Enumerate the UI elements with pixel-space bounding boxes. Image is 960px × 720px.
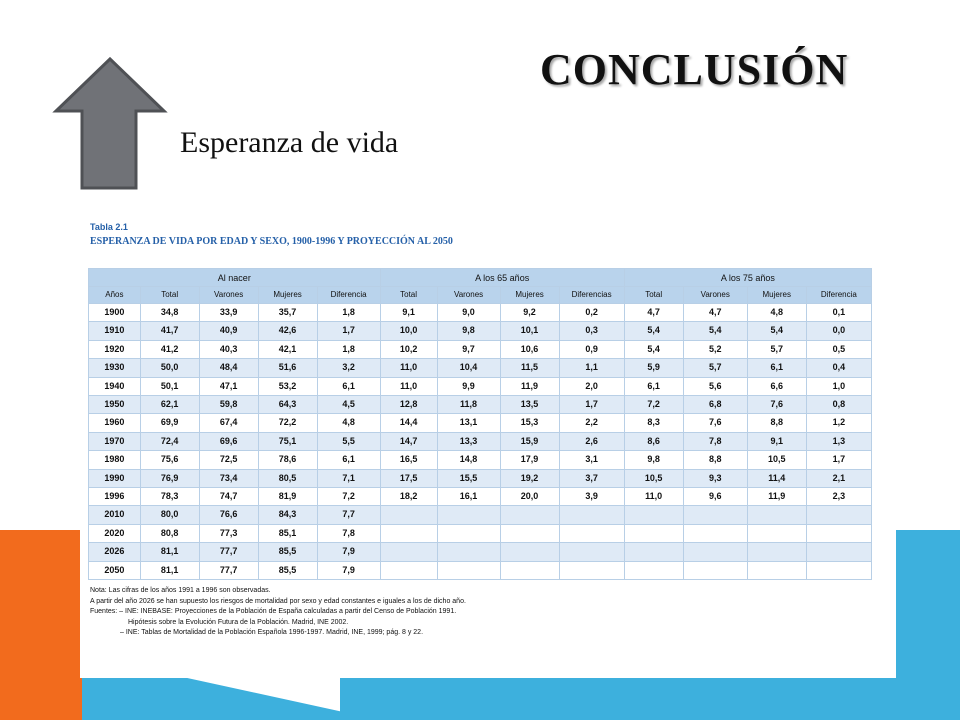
- value-cell: [806, 543, 871, 561]
- value-cell: 0,8: [806, 396, 871, 414]
- group-header-75: A los 75 años: [624, 269, 871, 287]
- table-title: ESPERANZA DE VIDA POR EDAD Y SEXO, 1900-1996 Y PROYECCIÓN AL 2050: [90, 236, 453, 247]
- note-line: Fuentes: – INE: INEBASE: Proyecciones de la Población de España calculadas a partir del Censo de Población 1991.: [90, 608, 457, 615]
- value-cell: [683, 561, 747, 579]
- value-cell: 16,5: [380, 451, 437, 469]
- value-cell: 1,3: [806, 432, 871, 450]
- note-line: Nota: Las cifras de los años 1991 a 1996 son observadas.: [90, 587, 271, 594]
- value-cell: 85,1: [258, 524, 317, 542]
- value-cell: [559, 524, 624, 542]
- value-cell: 76,9: [140, 469, 199, 487]
- value-cell: [806, 524, 871, 542]
- year-cell: 1900: [89, 304, 141, 322]
- value-cell: 7,7: [317, 506, 380, 524]
- value-cell: [747, 524, 806, 542]
- value-cell: 4,7: [683, 304, 747, 322]
- up-arrow-icon: [52, 56, 168, 192]
- value-cell: 81,1: [140, 543, 199, 561]
- value-cell: 6,1: [317, 451, 380, 469]
- table-row: [89, 506, 872, 524]
- year-cell: 1996: [89, 488, 141, 506]
- table-row: [89, 304, 872, 322]
- value-cell: 7,8: [317, 524, 380, 542]
- column-header: Diferencia: [806, 287, 871, 304]
- value-cell: [500, 543, 559, 561]
- value-cell: [747, 506, 806, 524]
- value-cell: [500, 506, 559, 524]
- column-header: Diferencia: [317, 287, 380, 304]
- year-cell: 2020: [89, 524, 141, 542]
- value-cell: 13,3: [437, 432, 500, 450]
- value-cell: 4,7: [624, 304, 683, 322]
- slide-subtitle: Esperanza de vida: [180, 126, 399, 159]
- value-cell: [624, 543, 683, 561]
- table-row: [89, 561, 872, 579]
- value-cell: 85,5: [258, 543, 317, 561]
- year-cell: 1920: [89, 340, 141, 358]
- value-cell: 0,5: [806, 340, 871, 358]
- value-cell: 1,7: [806, 451, 871, 469]
- value-cell: 75,1: [258, 432, 317, 450]
- table-row: [89, 451, 872, 469]
- value-cell: 5,4: [683, 322, 747, 340]
- value-cell: 7,2: [317, 488, 380, 506]
- value-cell: 11,0: [624, 488, 683, 506]
- value-cell: 1,8: [317, 304, 380, 322]
- value-cell: 10,5: [747, 451, 806, 469]
- value-cell: 67,4: [199, 414, 258, 432]
- value-cell: 1,0: [806, 377, 871, 395]
- value-cell: 0,0: [806, 322, 871, 340]
- orange-corner-shape: [0, 530, 82, 720]
- year-cell: 1990: [89, 469, 141, 487]
- column-header: Varones: [683, 287, 747, 304]
- value-cell: 2,1: [806, 469, 871, 487]
- value-cell: 72,4: [140, 432, 199, 450]
- value-cell: 47,1: [199, 377, 258, 395]
- value-cell: 48,4: [199, 359, 258, 377]
- column-header: Total: [624, 287, 683, 304]
- value-cell: [380, 543, 437, 561]
- value-cell: 0,9: [559, 340, 624, 358]
- value-cell: 41,7: [140, 322, 199, 340]
- value-cell: 9,3: [683, 469, 747, 487]
- column-header: Mujeres: [747, 287, 806, 304]
- value-cell: 72,5: [199, 451, 258, 469]
- table-figure: [80, 214, 896, 678]
- value-cell: 14,8: [437, 451, 500, 469]
- value-cell: 10,1: [500, 322, 559, 340]
- value-cell: [437, 543, 500, 561]
- value-cell: 1,2: [806, 414, 871, 432]
- value-cell: 9,0: [437, 304, 500, 322]
- year-cell: 1910: [89, 322, 141, 340]
- note-line: – INE: Tablas de Mortalidad de la Población Española 1996-1997. Madrid, INE, 1999; pág. 8 y 22.: [120, 629, 424, 636]
- value-cell: [624, 561, 683, 579]
- value-cell: 8,6: [624, 432, 683, 450]
- value-cell: 3,1: [559, 451, 624, 469]
- value-cell: 17,9: [500, 451, 559, 469]
- value-cell: 51,6: [258, 359, 317, 377]
- value-cell: 73,4: [199, 469, 258, 487]
- value-cell: 78,3: [140, 488, 199, 506]
- year-cell: 1940: [89, 377, 141, 395]
- value-cell: [624, 524, 683, 542]
- slide-title: CONCLUSIÓN: [540, 45, 849, 94]
- value-cell: [683, 506, 747, 524]
- value-cell: 3,7: [559, 469, 624, 487]
- year-cell: 2026: [89, 543, 141, 561]
- value-cell: 69,9: [140, 414, 199, 432]
- table-row: [89, 396, 872, 414]
- value-cell: 9,8: [437, 322, 500, 340]
- value-cell: 11,4: [747, 469, 806, 487]
- value-cell: 11,0: [380, 359, 437, 377]
- value-cell: 8,8: [747, 414, 806, 432]
- value-cell: 42,1: [258, 340, 317, 358]
- value-cell: 59,8: [199, 396, 258, 414]
- value-cell: 10,4: [437, 359, 500, 377]
- value-cell: [437, 506, 500, 524]
- table-row: [89, 414, 872, 432]
- value-cell: 50,0: [140, 359, 199, 377]
- value-cell: [806, 561, 871, 579]
- value-cell: 7,6: [683, 414, 747, 432]
- value-cell: 0,2: [559, 304, 624, 322]
- table-label: Tabla 2.1: [90, 222, 128, 232]
- value-cell: 1,7: [559, 396, 624, 414]
- value-cell: 77,7: [199, 561, 258, 579]
- value-cell: 8,3: [624, 414, 683, 432]
- value-cell: 80,0: [140, 506, 199, 524]
- value-cell: 2,6: [559, 432, 624, 450]
- value-cell: [559, 506, 624, 524]
- value-cell: 1,8: [317, 340, 380, 358]
- value-cell: 4,8: [317, 414, 380, 432]
- value-cell: 9,1: [380, 304, 437, 322]
- value-cell: 9,7: [437, 340, 500, 358]
- value-cell: 69,6: [199, 432, 258, 450]
- value-cell: 5,5: [317, 432, 380, 450]
- value-cell: 11,8: [437, 396, 500, 414]
- value-cell: 0,3: [559, 322, 624, 340]
- value-cell: 11,5: [500, 359, 559, 377]
- value-cell: [683, 524, 747, 542]
- value-cell: [559, 543, 624, 561]
- value-cell: 15,3: [500, 414, 559, 432]
- value-cell: 78,6: [258, 451, 317, 469]
- value-cell: 4,5: [317, 396, 380, 414]
- table-row: [89, 359, 872, 377]
- value-cell: 19,2: [500, 469, 559, 487]
- column-header: Años: [89, 287, 141, 304]
- value-cell: 7,9: [317, 561, 380, 579]
- value-cell: 42,6: [258, 322, 317, 340]
- value-cell: 11,0: [380, 377, 437, 395]
- value-cell: [747, 561, 806, 579]
- value-cell: 40,9: [199, 322, 258, 340]
- column-header: Varones: [437, 287, 500, 304]
- value-cell: 10,2: [380, 340, 437, 358]
- value-cell: 8,8: [683, 451, 747, 469]
- value-cell: 81,9: [258, 488, 317, 506]
- life-expectancy-table: [88, 268, 872, 580]
- value-cell: 11,9: [747, 488, 806, 506]
- value-cell: [380, 506, 437, 524]
- value-cell: 9,1: [747, 432, 806, 450]
- value-cell: 9,2: [500, 304, 559, 322]
- value-cell: 3,2: [317, 359, 380, 377]
- value-cell: [683, 543, 747, 561]
- table-notes: [90, 586, 870, 639]
- value-cell: 74,7: [199, 488, 258, 506]
- value-cell: 6,6: [747, 377, 806, 395]
- year-cell: 1970: [89, 432, 141, 450]
- value-cell: 84,3: [258, 506, 317, 524]
- value-cell: 16,1: [437, 488, 500, 506]
- value-cell: 0,1: [806, 304, 871, 322]
- note-line: Hipótesis sobre la Evolución Futura de la Población. Madrid, INE 2002.: [128, 618, 349, 626]
- year-cell: 2010: [89, 506, 141, 524]
- value-cell: 75,6: [140, 451, 199, 469]
- value-cell: 7,6: [747, 396, 806, 414]
- table-body: [89, 304, 872, 580]
- value-cell: 5,4: [747, 322, 806, 340]
- value-cell: [437, 561, 500, 579]
- year-cell: 1960: [89, 414, 141, 432]
- value-cell: 6,8: [683, 396, 747, 414]
- value-cell: 5,2: [683, 340, 747, 358]
- value-cell: 5,4: [624, 340, 683, 358]
- value-cell: [500, 524, 559, 542]
- value-cell: 13,5: [500, 396, 559, 414]
- value-cell: 13,1: [437, 414, 500, 432]
- value-cell: 76,6: [199, 506, 258, 524]
- value-cell: [437, 524, 500, 542]
- value-cell: [559, 561, 624, 579]
- value-cell: 7,2: [624, 396, 683, 414]
- table-column-header-row: [89, 287, 872, 304]
- year-cell: 1950: [89, 396, 141, 414]
- value-cell: 7,1: [317, 469, 380, 487]
- column-header: Total: [140, 287, 199, 304]
- value-cell: [500, 561, 559, 579]
- table-row: [89, 432, 872, 450]
- value-cell: [380, 524, 437, 542]
- table-row: [89, 524, 872, 542]
- value-cell: 5,7: [747, 340, 806, 358]
- value-cell: 9,9: [437, 377, 500, 395]
- value-cell: 7,9: [317, 543, 380, 561]
- value-cell: 10,0: [380, 322, 437, 340]
- value-cell: [747, 543, 806, 561]
- value-cell: 0,4: [806, 359, 871, 377]
- year-cell: 2050: [89, 561, 141, 579]
- value-cell: 9,8: [624, 451, 683, 469]
- value-cell: 77,7: [199, 543, 258, 561]
- value-cell: 2,3: [806, 488, 871, 506]
- value-cell: 4,8: [747, 304, 806, 322]
- column-header: Mujeres: [258, 287, 317, 304]
- value-cell: 7,8: [683, 432, 747, 450]
- value-cell: 11,9: [500, 377, 559, 395]
- value-cell: 1,1: [559, 359, 624, 377]
- value-cell: 2,0: [559, 377, 624, 395]
- value-cell: 50,1: [140, 377, 199, 395]
- column-header: Diferencias: [559, 287, 624, 304]
- value-cell: 5,7: [683, 359, 747, 377]
- value-cell: 6,1: [317, 377, 380, 395]
- value-cell: 20,0: [500, 488, 559, 506]
- value-cell: 14,7: [380, 432, 437, 450]
- value-cell: 53,2: [258, 377, 317, 395]
- note-line: A partir del año 2026 se han supuesto los riesgos de mortalidad por sexo y edad constantes e iguales a los de dicho año.: [90, 597, 466, 605]
- value-cell: 81,1: [140, 561, 199, 579]
- value-cell: 1,7: [317, 322, 380, 340]
- value-cell: 10,5: [624, 469, 683, 487]
- table-group-header-row: [89, 269, 872, 287]
- value-cell: 41,2: [140, 340, 199, 358]
- year-cell: 1980: [89, 451, 141, 469]
- value-cell: 17,5: [380, 469, 437, 487]
- value-cell: 40,3: [199, 340, 258, 358]
- value-cell: 5,4: [624, 322, 683, 340]
- value-cell: 14,4: [380, 414, 437, 432]
- column-header: Varones: [199, 287, 258, 304]
- value-cell: 10,6: [500, 340, 559, 358]
- column-header: Mujeres: [500, 287, 559, 304]
- group-header-65: A los 65 años: [380, 269, 624, 287]
- value-cell: [806, 506, 871, 524]
- value-cell: 80,5: [258, 469, 317, 487]
- value-cell: 62,1: [140, 396, 199, 414]
- table-row: [89, 488, 872, 506]
- table-row: [89, 377, 872, 395]
- value-cell: 18,2: [380, 488, 437, 506]
- table-row: [89, 543, 872, 561]
- value-cell: 35,7: [258, 304, 317, 322]
- column-header: Total: [380, 287, 437, 304]
- value-cell: 3,9: [559, 488, 624, 506]
- value-cell: 6,1: [624, 377, 683, 395]
- value-cell: 15,9: [500, 432, 559, 450]
- value-cell: 6,1: [747, 359, 806, 377]
- value-cell: 85,5: [258, 561, 317, 579]
- value-cell: 9,6: [683, 488, 747, 506]
- year-cell: 1930: [89, 359, 141, 377]
- value-cell: 64,3: [258, 396, 317, 414]
- table-row: [89, 469, 872, 487]
- table-row: [89, 322, 872, 340]
- value-cell: 34,8: [140, 304, 199, 322]
- value-cell: [380, 561, 437, 579]
- value-cell: 15,5: [437, 469, 500, 487]
- value-cell: 72,2: [258, 414, 317, 432]
- value-cell: 33,9: [199, 304, 258, 322]
- value-cell: 80,8: [140, 524, 199, 542]
- value-cell: [624, 506, 683, 524]
- group-header-birth: Al nacer: [89, 269, 381, 287]
- value-cell: 2,2: [559, 414, 624, 432]
- value-cell: 5,6: [683, 377, 747, 395]
- value-cell: 12,8: [380, 396, 437, 414]
- table-row: [89, 340, 872, 358]
- value-cell: 5,9: [624, 359, 683, 377]
- value-cell: 77,3: [199, 524, 258, 542]
